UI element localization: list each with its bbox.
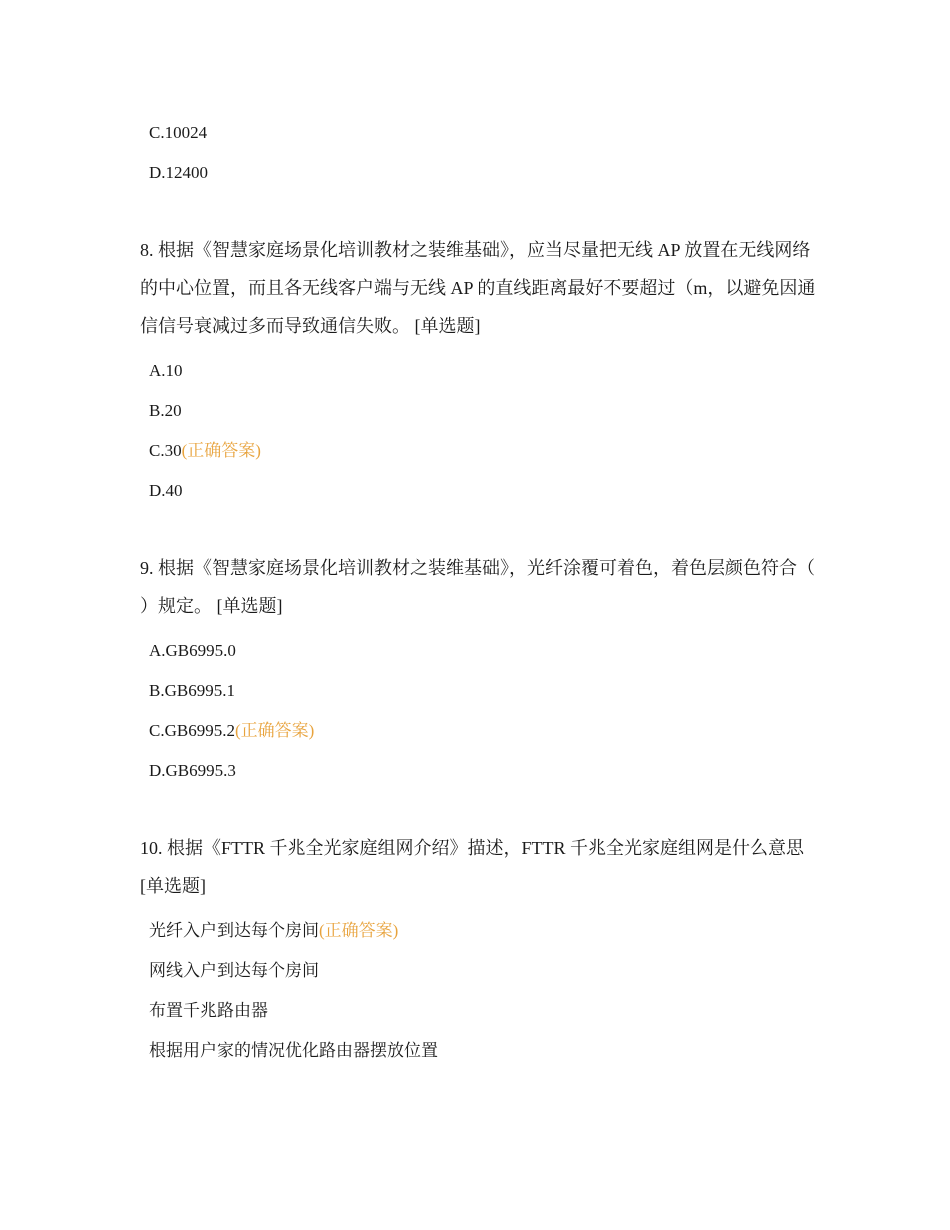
question-text: 10. 根据《FTTR 千兆全光家庭组网介绍》描述，FTTR 千兆全光家庭组网是什么意思 [单选题] xyxy=(140,838,805,896)
question-text: 8. 根据《智慧家庭场景化培训教材之装维基础》，应当尽量把无线 AP 放置在无线网络的中心位置，而且各无线客户端与无线 AP 的直线距离最好不要超过（m，以避免因通信信号衰减过多而导致通信失败。 [单选题] xyxy=(140,240,816,336)
option-item: 网线入户到达每个房间 xyxy=(149,961,319,980)
option-item: 根据用户家的情况优化路由器摆放位置 xyxy=(149,1041,438,1060)
question-8 xyxy=(140,231,820,345)
correct-answer-mark: (正确答案) xyxy=(181,441,261,460)
question-9-options xyxy=(140,631,820,791)
option-item: C.10024 xyxy=(149,123,208,142)
option-item: B.20 xyxy=(149,401,182,420)
option-item: 布置千兆路由器 xyxy=(149,1001,268,1020)
option-item: A.10 xyxy=(149,361,183,380)
option-item-correct xyxy=(140,911,820,951)
option-item: B.GB6995.1 xyxy=(149,681,235,700)
option-text: C.GB6995.2 xyxy=(149,721,235,740)
correct-answer-mark: (正确答案) xyxy=(319,921,399,940)
option-item-correct xyxy=(140,711,820,751)
correct-answer-mark: (正确答案) xyxy=(234,721,315,740)
option-text: 光纤入户到达每个房间 xyxy=(149,921,319,940)
question-8-options xyxy=(140,351,820,511)
option-item: D.40 xyxy=(149,481,183,500)
question-10-options xyxy=(140,911,820,1071)
option-text: C.30 xyxy=(149,441,182,460)
option-item: A.GB6995.0 xyxy=(149,641,236,660)
option-item-correct xyxy=(140,431,820,471)
question-9 xyxy=(140,549,820,625)
option-item: D.GB6995.3 xyxy=(149,761,236,780)
option-item: D.12400 xyxy=(149,163,209,182)
question-text: 9. 根据《智慧家庭场景化培训教材之装维基础》，光纤涂覆可着色，着色层颜色符合（ ）规定。 [单选题] xyxy=(140,558,815,616)
question-10 xyxy=(140,829,820,905)
continuation-options xyxy=(140,113,820,193)
